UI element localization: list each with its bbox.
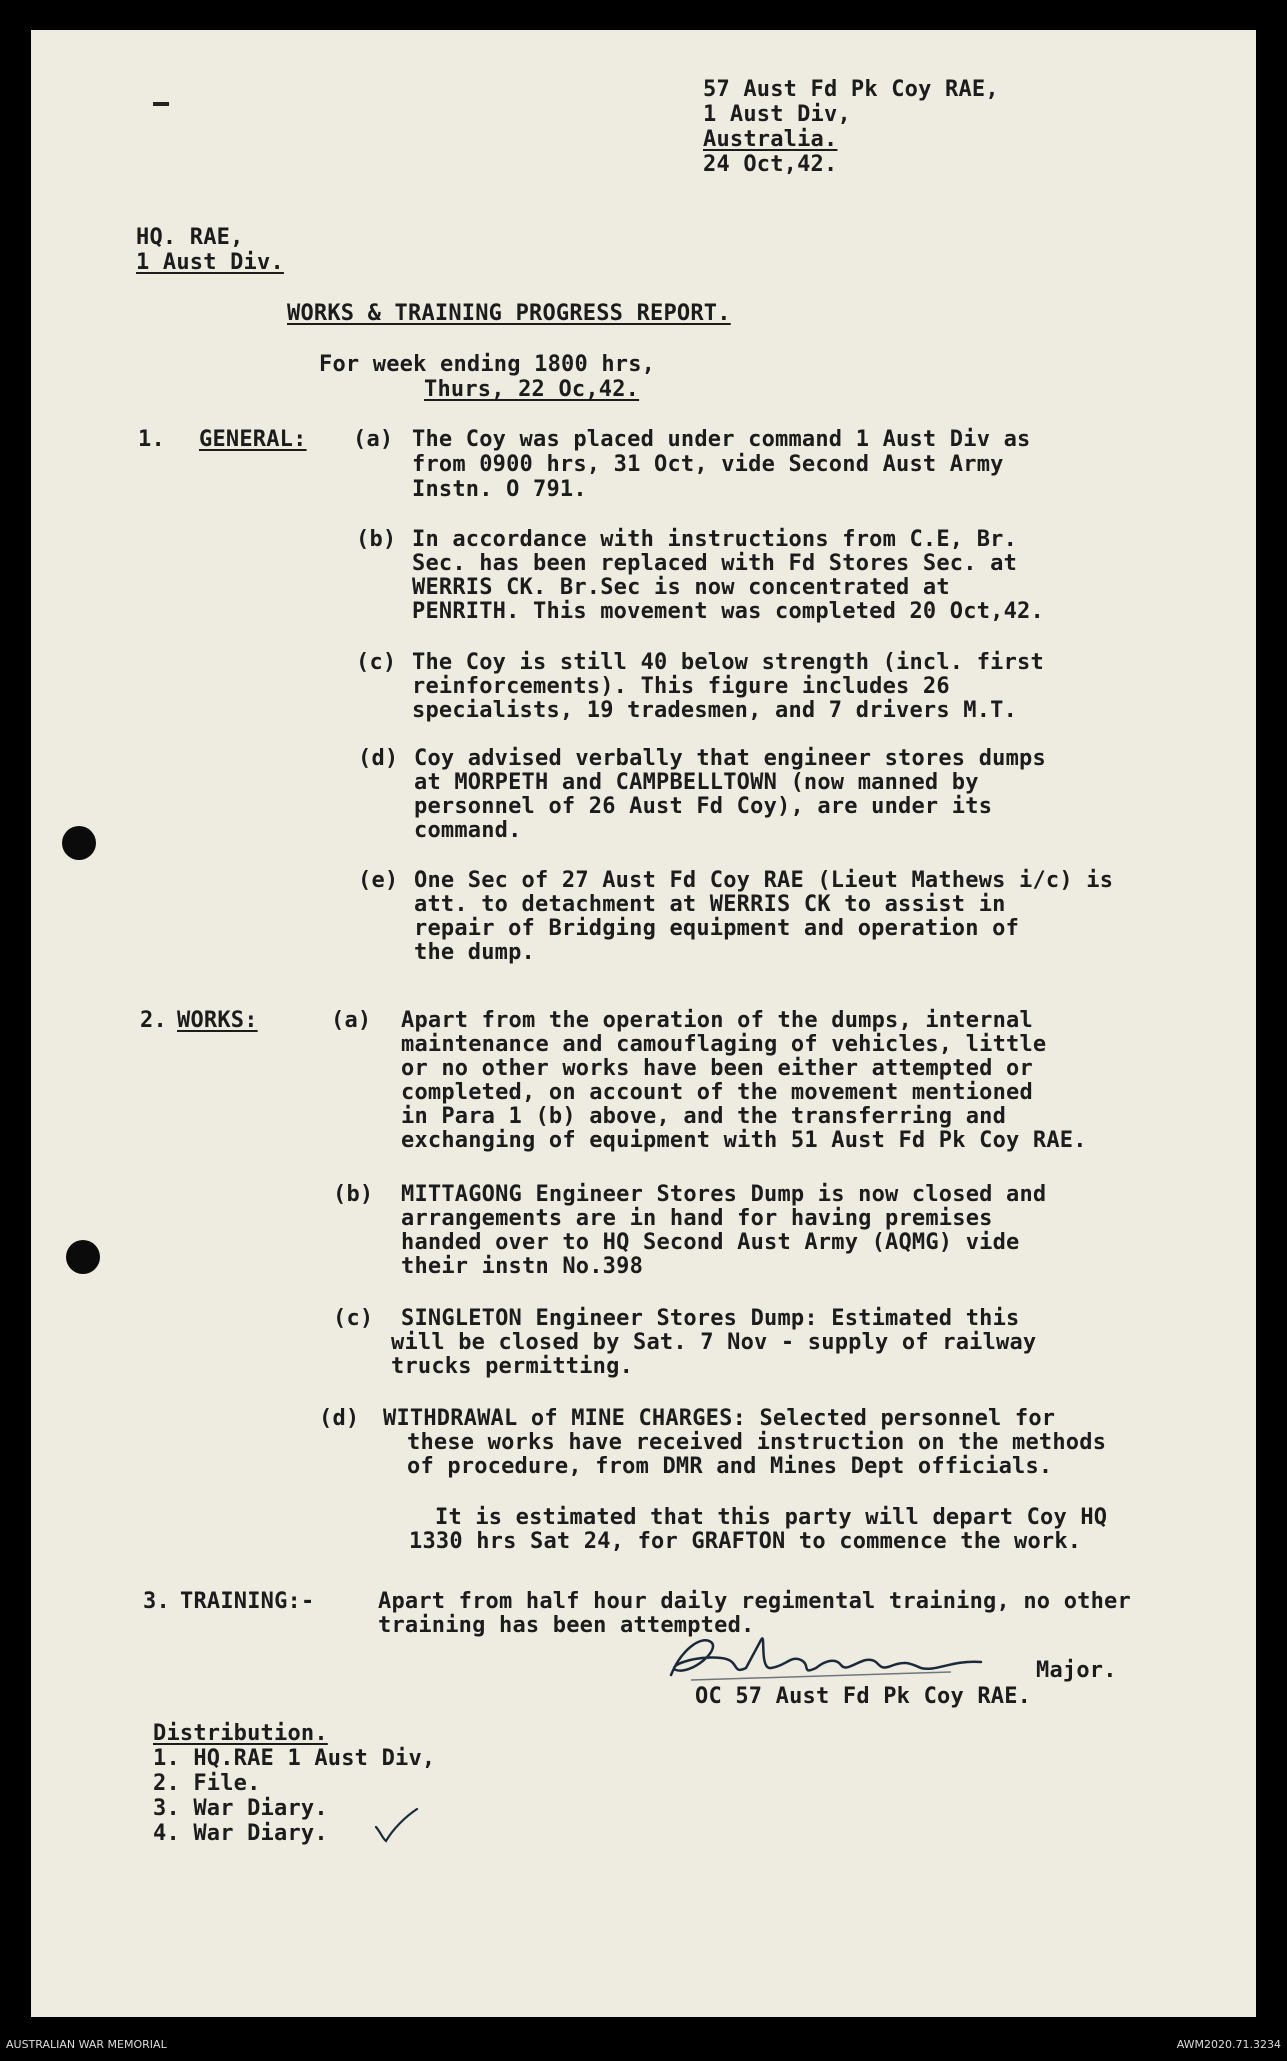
item-1a-line: The Coy was placed under command 1 Aust Div as <box>412 427 1031 452</box>
section-1-heading: GENERAL: <box>199 427 307 452</box>
item-2a-line: exchanging of equipment with 51 Aust Fd Pk Coy RAE. <box>401 1128 1087 1153</box>
item-1b-line: Sec. has been replaced with Fd Stores Sec. at <box>412 551 1018 576</box>
item-1d-line: personnel of 26 Aust Fd Coy), are under its <box>414 794 993 819</box>
item-2a-line: Apart from the operation of the dumps, internal <box>401 1008 1033 1033</box>
period-line1: For week ending 1800 hrs, <box>319 352 656 377</box>
item-1c-line: The Coy is still 40 below strength (incl. first <box>412 650 1044 675</box>
sender-unit: 57 Aust Fd Pk Coy RAE, <box>703 77 999 102</box>
document-page <box>31 30 1256 2017</box>
distribution-item: 3. War Diary. <box>153 1796 328 1821</box>
sender-country: Australia. <box>703 127 838 152</box>
item-1e-line: One Sec of 27 Aust Fd Coy RAE (Lieut Mathews i/c) is <box>414 868 1114 893</box>
item-2c-line: SINGLETON Engineer Stores Dump: Estimated this <box>401 1306 1020 1331</box>
report-date: 24 Oct,42. <box>703 152 838 177</box>
section-3-number: 3. <box>143 1589 170 1614</box>
punch-hole-top <box>62 826 96 860</box>
section-3-line: Apart from half hour daily regimental training, no other <box>378 1589 1131 1614</box>
item-1e-line: the dump. <box>414 940 536 965</box>
addressee-line2: 1 Aust Div. <box>136 250 284 275</box>
section-3-heading: TRAINING:- <box>180 1589 315 1614</box>
item-2a-line: maintenance and camouflaging of vehicles, little <box>401 1032 1047 1057</box>
addressee-line1: HQ. RAE, <box>136 225 244 250</box>
section-1-number: 1. <box>138 427 165 452</box>
checkmark-icon <box>371 1805 421 1845</box>
item-2a-label: (a) <box>331 1008 372 1033</box>
item-1a-line: Instn. O 791. <box>412 477 587 502</box>
item-1d-line: at MORPETH and CAMPBELLTOWN (now manned by <box>414 770 979 795</box>
item-2c-line: will be closed by Sat. 7 Nov - supply of railway <box>391 1330 1037 1355</box>
item-1a-label: (a) <box>353 427 394 452</box>
item-2c-line: trucks permitting. <box>391 1354 634 1379</box>
period-line2: Thurs, 22 Oc,42. <box>424 377 640 402</box>
distribution-heading: Distribution. <box>153 1721 328 1746</box>
handwritten-signature <box>651 1620 1031 1690</box>
item-2b-line: MITTAGONG Engineer Stores Dump is now closed and <box>401 1182 1047 1207</box>
footer-right: AWM2020.71.3234 <box>1176 2038 1281 2051</box>
section-3-line: training has been attempted. <box>378 1613 755 1638</box>
item-2-note-line: It is estimated that this party will depart Coy HQ <box>435 1505 1108 1530</box>
item-2b-label: (b) <box>333 1182 374 1207</box>
sender-division: 1 Aust Div, <box>703 102 851 127</box>
item-1b-label: (b) <box>356 527 397 552</box>
item-2d-line: of procedure, from DMR and Mines Dept officials. <box>407 1454 1053 1479</box>
item-1b-line: In accordance with instructions from C.E, Br. <box>412 527 1018 552</box>
item-2b-line: handed over to HQ Second Aust Army (AQMG) vide <box>401 1230 1020 1255</box>
signature-rank: Major. <box>1036 1658 1117 1683</box>
distribution-item: 2. File. <box>153 1771 261 1796</box>
report-title: WORKS & TRAINING PROGRESS REPORT. <box>287 301 731 326</box>
distribution-item: 1. HQ.RAE 1 Aust Div, <box>153 1746 436 1771</box>
section-2-heading: WORKS: <box>177 1008 258 1033</box>
item-1e-line: att. to detachment at WERRIS CK to assist in <box>414 892 1006 917</box>
signature-role: OC 57 Aust Fd Pk Coy RAE. <box>695 1684 1032 1709</box>
item-2a-line: completed, on account of the movement mentioned <box>401 1080 1033 1105</box>
item-2d-line: these works have received instruction on the methods <box>407 1430 1107 1455</box>
item-1d-line: Coy advised verbally that engineer stores dumps <box>414 746 1046 771</box>
footer-left: AUSTRALIAN WAR MEMORIAL <box>6 2038 167 2051</box>
item-2a-line: or no other works have been either attempted or <box>401 1056 1033 1081</box>
item-1d-label: (d) <box>358 746 399 771</box>
item-1b-line: WERRIS CK. Br.Sec is now concentrated at <box>412 575 950 600</box>
punch-hole-bottom <box>66 1240 100 1274</box>
item-1c-line: reinforcements). This figure includes 26 <box>412 674 950 699</box>
item-1b-line: PENRITH. This movement was completed 20 Oct,42. <box>412 599 1044 624</box>
item-2-note-line: 1330 hrs Sat 24, for GRAFTON to commence the work. <box>409 1529 1082 1554</box>
item-1c-line: specialists, 19 tradesmen, and 7 drivers M.T. <box>412 698 1018 723</box>
item-2c-label: (c) <box>333 1306 374 1331</box>
margin-mark <box>153 102 169 106</box>
item-1c-label: (c) <box>356 650 397 675</box>
item-1e-line: repair of Bridging equipment and operation of <box>414 916 1020 941</box>
item-1a-line: from 0900 hrs, 31 Oct, vide Second Aust Army <box>412 452 1004 477</box>
item-1d-line: command. <box>414 818 522 843</box>
item-2d-label: (d) <box>319 1406 360 1431</box>
item-2b-line: their instn No.398 <box>401 1254 644 1279</box>
section-2-number: 2. <box>140 1008 167 1033</box>
item-2d-line: WITHDRAWAL of MINE CHARGES: Selected personnel for <box>383 1406 1056 1431</box>
distribution-item: 4. War Diary. <box>153 1821 328 1846</box>
item-2a-line: in Para 1 (b) above, and the transferring and <box>401 1104 1007 1129</box>
item-1e-label: (e) <box>358 868 399 893</box>
item-2b-line: arrangements are in hand for having premises <box>401 1206 993 1231</box>
